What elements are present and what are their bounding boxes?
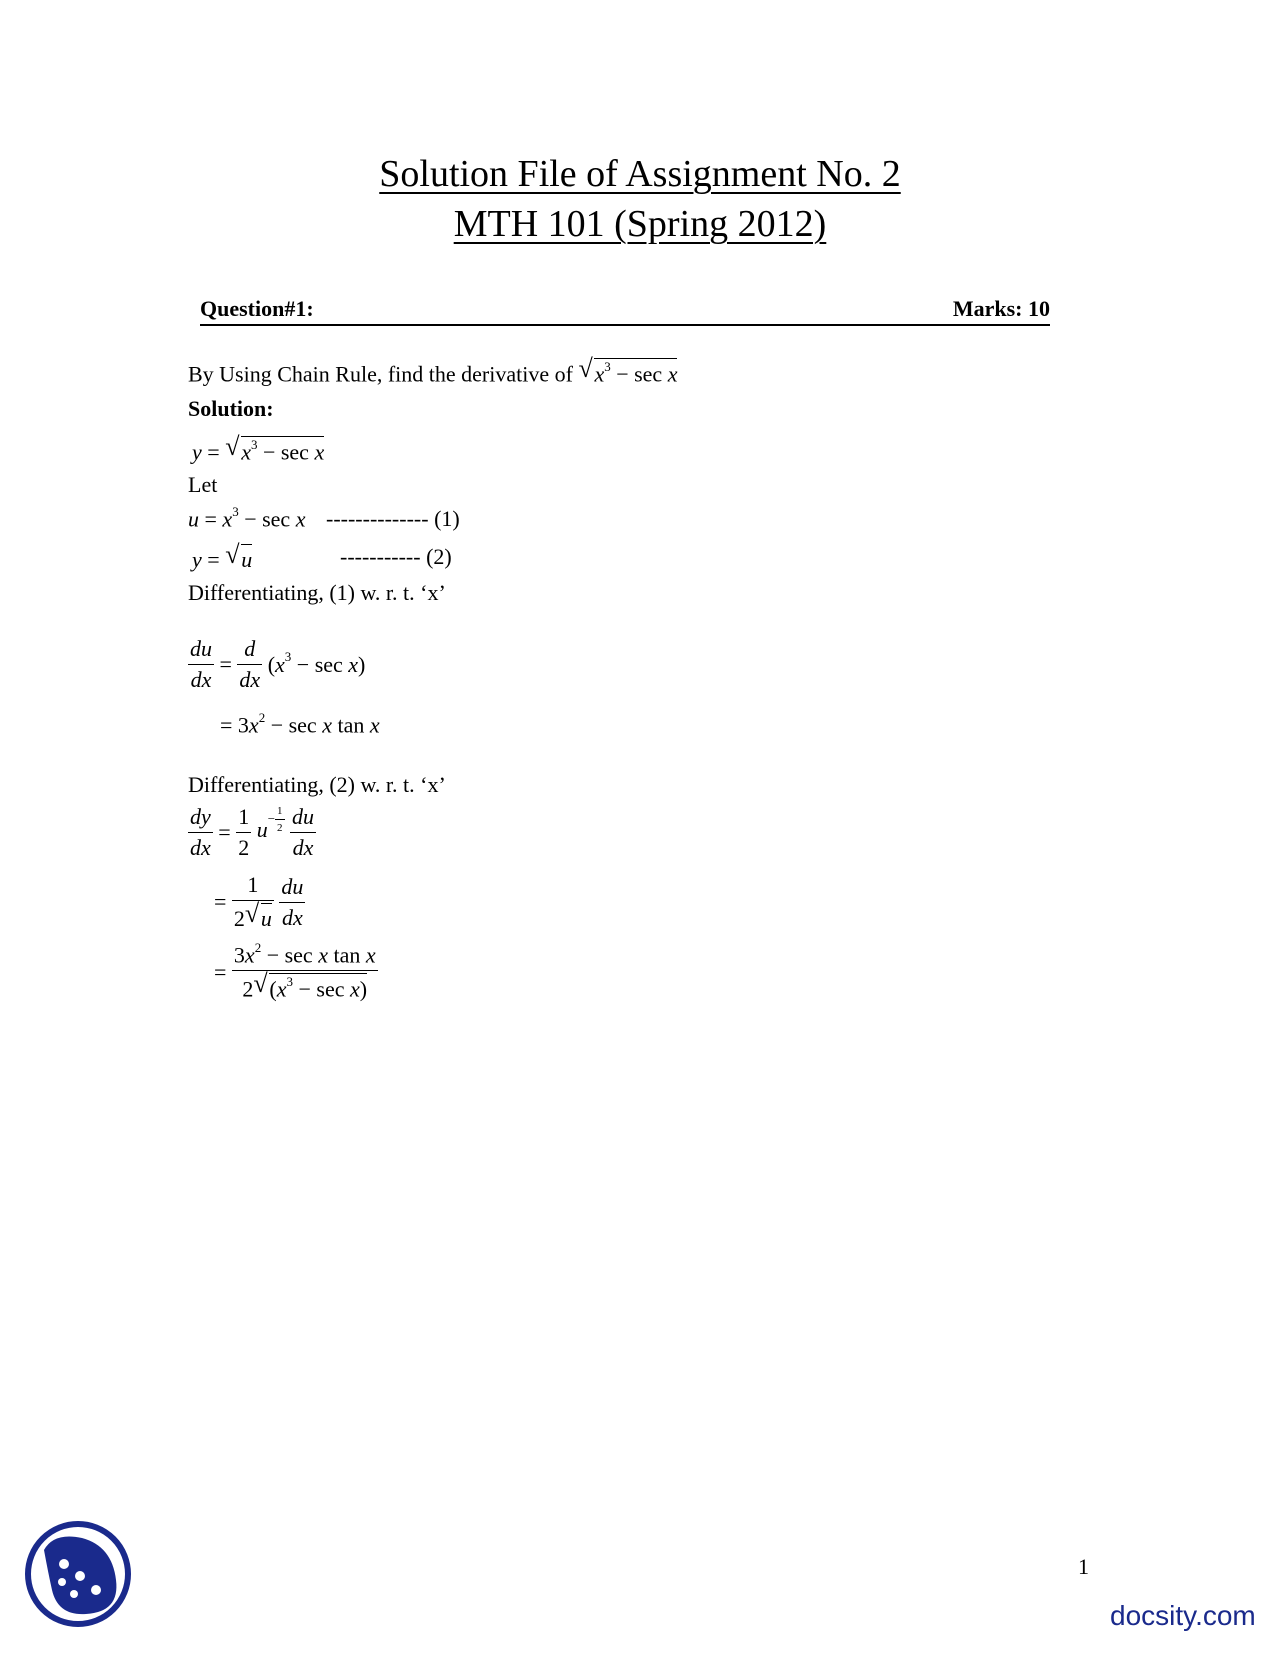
equation-2-tag: ----------- (2)	[340, 544, 452, 569]
prompt-expression: √ $x^3 - \sec x$	[578, 354, 678, 387]
question-prompt-text: By Using Chain Rule, find the derivative of	[188, 361, 573, 387]
differentiate-step-2: Differentiating, (2) w. r. t. ‘x’	[188, 772, 446, 797]
equation-u-definition: $u = x^3 - \sec x$	[188, 504, 306, 532]
equation-dy-dx-2: = 1 2 √ u $\frac{du}{dx}$	[214, 872, 304, 931]
equation-1-tag: -------------- (1)	[326, 506, 460, 531]
docsity-brand-link[interactable]: docsity.com	[1110, 1600, 1256, 1631]
equation-du-dx: $\frac{du}{dx}$ = $\frac{d}{dx}$ $(x^3 - \sec x)$	[190, 636, 366, 692]
equation-dy-dx-1: $\frac{dy}{dx}$ = $\frac{1}{2}$ $u^{- \frac{1}{2}}$ $\frac{du}{dx}$	[190, 804, 315, 860]
equation-dy-dx-final: = $3x^2 - \sec x$ tan x 2 √ $(x^3 - \sec x)$	[214, 940, 376, 1002]
equation-du-dx-result: = $3x^2 - \sec x$ tan x	[220, 710, 380, 738]
question-label: Question#1:	[200, 296, 314, 321]
docsity-logo-icon	[24, 1520, 132, 1628]
differentiate-step-1: Differentiating, (1) w. r. t. ‘x’	[188, 580, 446, 605]
question-header	[200, 296, 1050, 326]
let-label: Let	[188, 472, 218, 497]
equation-y-of-u: y = √ u	[192, 540, 253, 572]
document-title-line2: MTH 101 (Spring 2012)	[453, 203, 827, 245]
marks-label: Marks: 10	[952, 296, 1050, 321]
equation-y-definition: y = √ $x^3 - \sec x$	[192, 432, 325, 465]
solution-heading: Solution:	[188, 396, 274, 421]
page-number: 1	[1078, 1554, 1089, 1579]
document-title-line1: Solution File of Assignment No. 2	[379, 153, 901, 195]
question-prompt	[188, 354, 678, 387]
